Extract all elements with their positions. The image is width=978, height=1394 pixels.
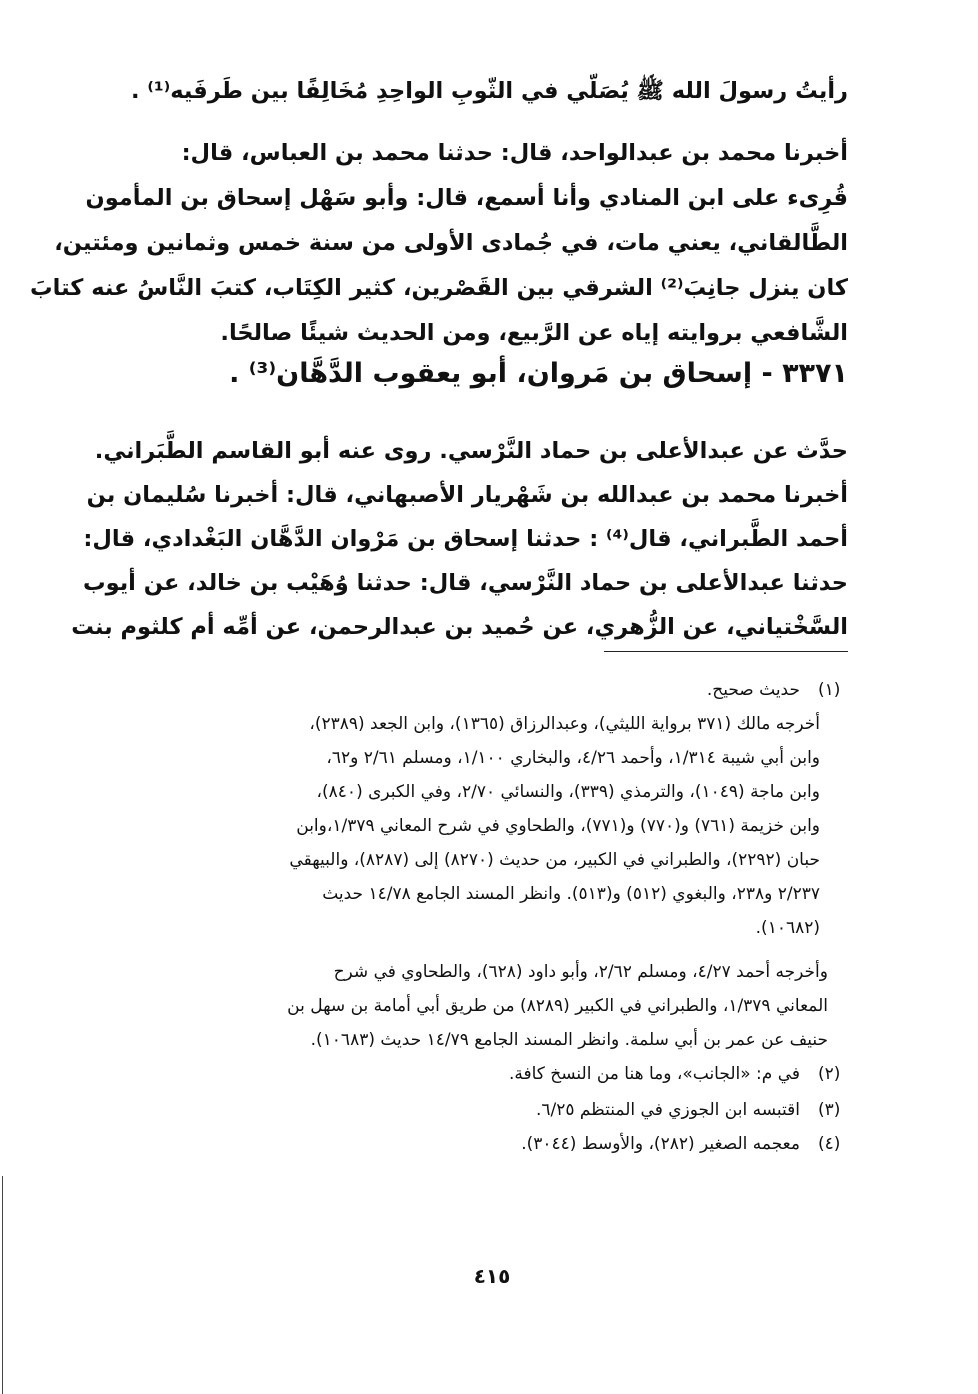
footnote-1-line-4: وابن ماجة (١٠٤٩)، والترمذي (٣٣٩)، والنسائي ٢/٧٠، وفي الكبرى (٨٤٠)، — [316, 782, 820, 802]
main-line-5: كان ينزل جانِبَ⁽²⁾ الشرقي بين القَصْرين، كثير الكِتَاب، كتبَ النَّاسُ عنه كتابَ — [30, 275, 848, 301]
entry-line-2: أخبرنا محمد بن عبدالله بن شَهْريار الأصبهاني، قال: أخبرنا سُليمان بن — [86, 482, 848, 508]
footnote-4-number: (٤) — [818, 1134, 841, 1154]
footnote-3-number: (٣) — [818, 1100, 841, 1120]
footnote-1-line-3: وابن أبي شيبة ١/٣١٤، وأحمد ٤/٢٦، والبخاري ١/١٠٠، ومسلم ٢/٦١ و٦٢، — [326, 748, 820, 768]
main-line-1: رأيتُ رسولَ الله ﷺ يُصَلّي في الثّوبِ الواحِدِ مُخَالِفًا بين طَرفَيه⁽¹⁾ . — [131, 78, 848, 104]
entry-text-block — [71, 438, 848, 648]
main-line-2: أخبرنا محمد بن عبدالواحد، قال: حدثنا محمد بن العباس، قال: — [181, 140, 848, 166]
footnote-1-line-9: وأخرجه أحمد ٤/٢٧، ومسلم ٢/٦٢، وأبو داود (٦٢٨)، والطحاوي في شرح — [333, 962, 828, 982]
main-line-4: الطَّالقاني، يعني مات، في جُمادى الأولى من سنة خمس وثمانين ومئتين، — [54, 230, 848, 256]
main-line-3: قُرِىء على ابن المنادي وأنا أسمع، قال: وأبو سَهْل إسحاق بن المأمون — [85, 185, 848, 211]
footnote-1-line-5: وابن خزيمة (٧٦١) و(٧٧٠) و(٧٧١)، والطحاوي في شرح المعاني ١/٣٧٩،وابن — [296, 816, 820, 836]
entry-line-3: أحمد الطَّبراني، قال⁽⁴⁾ : حدثنا إسحاق بن مَرْوان الدَّهَّان البَغْدادي، قال: — [83, 526, 848, 552]
footnote-3-line-1: اقتبسه ابن الجوزي في المنتظم ٦/٢٥. — [535, 1100, 800, 1120]
footnote-1-line-7: ٢/٢٣٧ و٢٣٨، والبغوي (٥١٢) و(٥١٣). وانظر المسند الجامع ١٤/٧٨ حديث — [322, 884, 820, 904]
footnote-1-line-2: أخرجه مالك (٣٧١ برواية الليثي)، وعبدالرزاق (١٣٦٥)، وابن الجعد (٢٣٨٩)، — [309, 714, 820, 734]
footnote-1-line-10: المعاني ١/٣٧٩، والطبراني في الكبير (٨٢٨٩) من طريق أبي أمامة بن سهل بن — [287, 996, 828, 1016]
page-number: ٤١٥ — [473, 1264, 511, 1288]
entry-line-1: حدَّث عن عبدالأعلى بن حماد النَّرْسي. روى عنه أبو القاسم الطَّبَراني. — [94, 438, 848, 464]
entry-line-4: حدثنا عبدالأعلى بن حماد النَّرْسي، قال: حدثنا وُهَيْب بن خالد، عن أيوب — [83, 570, 848, 596]
footnote-2-number: (٢) — [818, 1064, 841, 1084]
entry-heading: ٣٣٧١ - إسحاق بن مَروان، أبو يعقوب الدَّهَّان⁽³⁾ . — [229, 358, 848, 389]
footnote-1-line-1: حديث صحيح. — [706, 680, 800, 700]
footnote-1-line-6: حبان (٢٢٩٢)، والطبراني في الكبير، من حديث (٨٢٧٠) إلى (٨٢٨٧)، والبيهقي — [289, 850, 820, 870]
footnote-divider — [604, 651, 848, 652]
main-line-6: الشَّافعي بروايته إياه عن الرَّبيع، ومن الحديث شيئًا صالحًا. — [220, 320, 848, 346]
footnote-1-line-8: (١٠٦٨٢). — [755, 918, 820, 938]
entry-line-5: السَّخْتياني، عن الزُّهري، عن حُميد بن عبدالرحمن، عن أمِّه أم كلثوم بنت — [71, 614, 848, 640]
main-text-block — [30, 78, 848, 348]
footnote-2-line-1: في م: «الجانب»، وما هنا من النسخ كافة. — [508, 1064, 800, 1084]
footnote-1-line-11: حنيف عن عمر بن أبي سلمة. وانظر المسند الجامع ١٤/٧٩ حديث (١٠٦٨٣). — [310, 1030, 828, 1050]
footnote-4-line-1: معجمه الصغير (٢٨٢)، والأوسط (٣٠٤٤). — [521, 1134, 800, 1154]
scan-margin-line — [2, 1176, 3, 1394]
footnote-1-number: (١) — [818, 680, 841, 700]
